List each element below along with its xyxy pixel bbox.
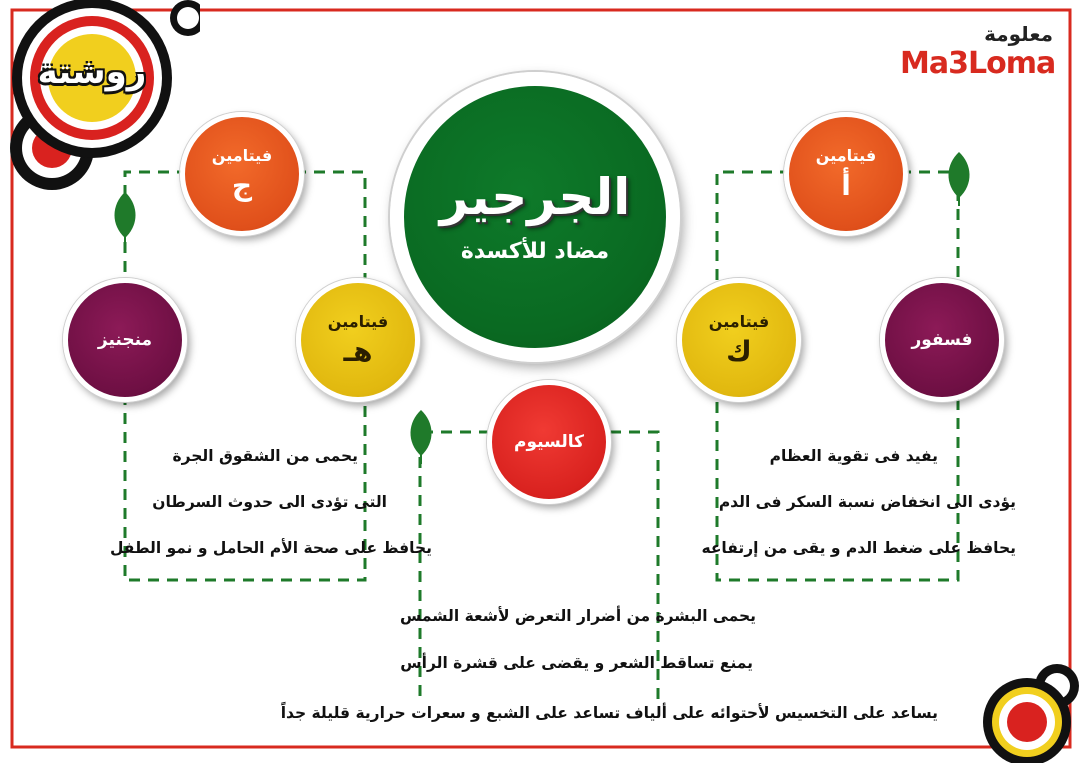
leaf-icon bbox=[942, 150, 976, 208]
left-benefit-3: يحافظ على صحة الأم الحامل و نمو الطفل bbox=[109, 539, 432, 557]
center-title: الجرجير bbox=[439, 168, 631, 226]
vitamin-e-line1: فيتامين bbox=[327, 312, 389, 332]
vitamin-k-line1: فيتامين bbox=[708, 312, 770, 332]
vitamin-c-line1: فيتامين bbox=[211, 146, 273, 166]
calcium-node bbox=[487, 380, 611, 504]
decorative-rings-icon bbox=[975, 660, 1080, 763]
brand-latin: Ma3Loma bbox=[900, 46, 1056, 81]
vitamin-c-node bbox=[180, 112, 304, 236]
right-benefit-2: يؤدى الى انخفاض نسبة السكر فى الدم bbox=[718, 493, 1016, 511]
manganese-label: منجنيز bbox=[97, 330, 153, 350]
left-benefit-2: التى تؤدى الى حدوث السرطان bbox=[152, 493, 387, 511]
phosphorus-node bbox=[880, 278, 1004, 402]
right-benefit-3: يحافظ على ضغط الدم و يقى من إرتفاعه bbox=[701, 539, 1016, 557]
logo-rings-icon bbox=[0, 0, 200, 200]
logo-word: روشتة bbox=[37, 52, 147, 92]
center-circle bbox=[390, 72, 680, 362]
bottom-benefit-3: يساعد على التخسيس لأحتوائه على ألياف تساعد على الشبع و سعرات حرارية قليلة جداً bbox=[280, 704, 938, 722]
leaf-icon bbox=[404, 408, 438, 466]
vitamin-e-line2: هـ bbox=[343, 334, 373, 368]
rosheta-logo bbox=[0, 0, 200, 200]
left-benefit-1: يحمى من الشقوق الجرة bbox=[172, 447, 358, 465]
vitamin-a-line2: أ bbox=[841, 168, 851, 202]
brand-arabic: معلومة bbox=[984, 22, 1053, 46]
vitamin-a-line1: فيتامين bbox=[815, 146, 877, 166]
ma3loma-brand bbox=[898, 22, 1063, 82]
manganese-node bbox=[63, 278, 187, 402]
center-subtitle: مضاد للأكسدة bbox=[460, 239, 610, 264]
bottom-benefit-2: يمنع تساقط الشعر و يقضى على قشرة الرأس bbox=[400, 654, 753, 672]
vitamin-a-node bbox=[784, 112, 908, 236]
vitamin-e-node bbox=[296, 278, 420, 402]
calcium-label: كالسيوم bbox=[513, 432, 584, 452]
vitamin-c-line2: ج bbox=[231, 168, 253, 202]
bottom-benefit-1: يحمى البشرة من أضرار التعرض لأشعة الشمس bbox=[399, 607, 756, 625]
phosphorus-label: فسفور bbox=[911, 330, 973, 350]
vitamin-k-line2: ك bbox=[726, 334, 752, 368]
vitamin-k-node bbox=[677, 278, 801, 402]
right-benefit-1: يفيد فى تقوية العظام bbox=[769, 447, 938, 465]
